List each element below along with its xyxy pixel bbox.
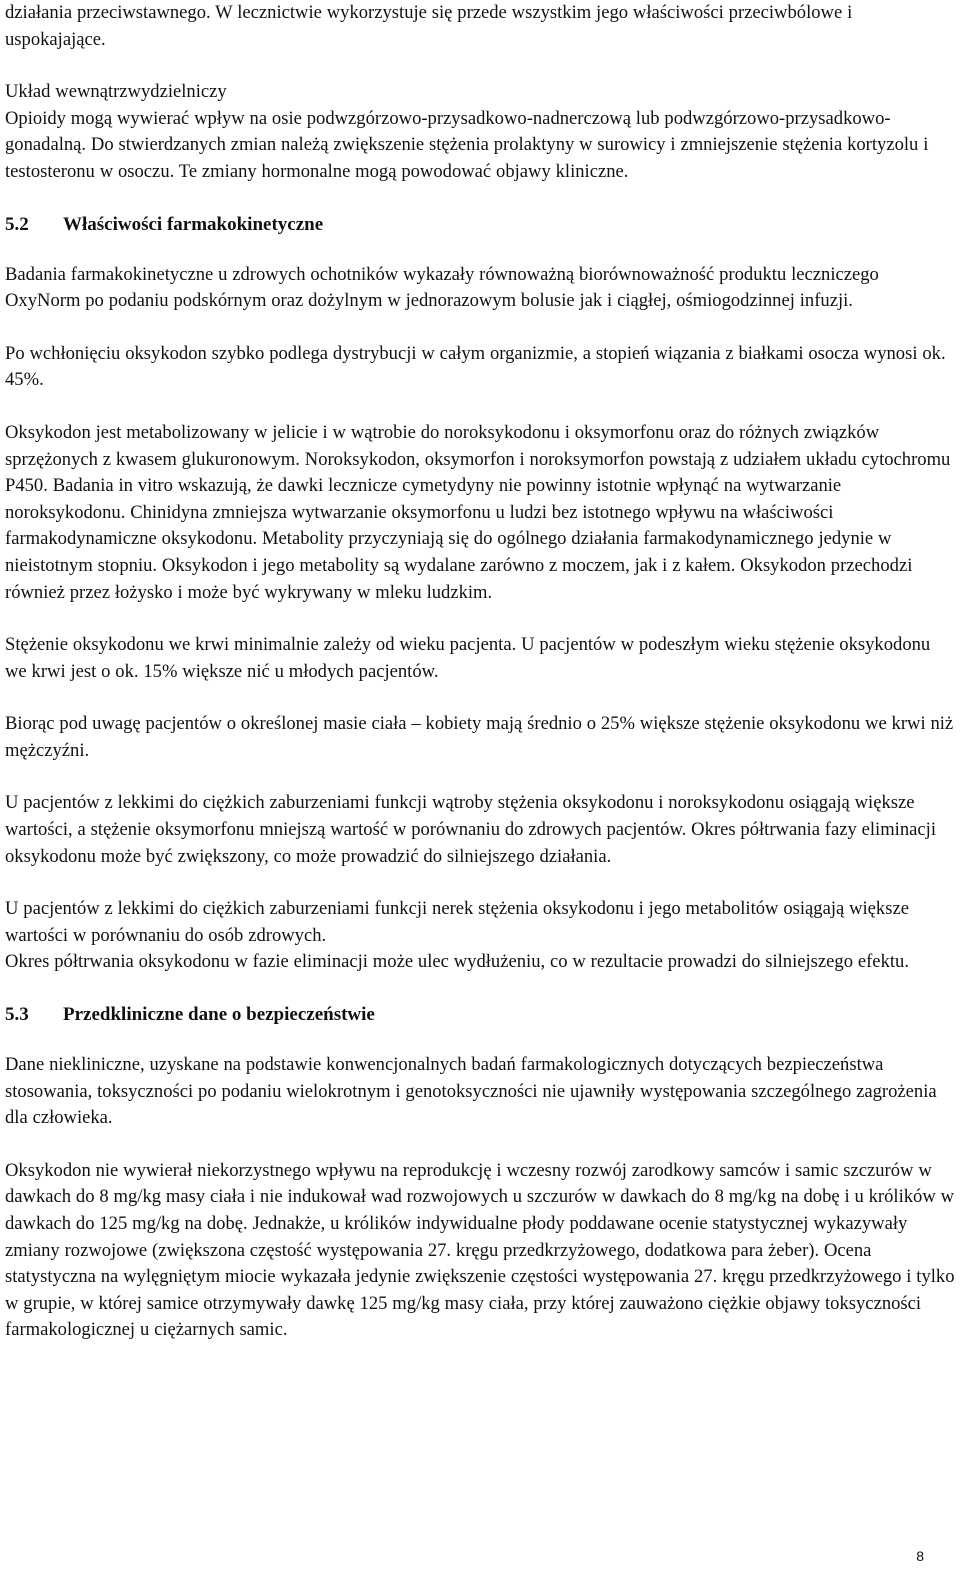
pk-paragraph-sex: Biorąc pod uwagę pacjentów o określonej masie ciała – kobiety mają średnio o 25% większe stężenie oksykodonu we krwi niż mężczyźni. <box>5 713 954 761</box>
pk-paragraph-bioequivalence: Badania farmakokinetyczne u zdrowych ochotników wykazały równoważną biorównoważność produktu leczniczego OxyNorm po podaniu podskórnym oraz dożylnym w jednorazowym bolusie jak i ciągłej, ośmiogodzinnej infuzji. <box>5 263 879 312</box>
safety-paragraph-nonclinical: Dane niekliniczne, uzyskane na podstawie konwencjonalnych badań farmakologicznych dotyczących bezpieczeństwa stosowania, toksyczności po podaniu wielokrotnym i genotoksyczności nie ujawniły występowania szczególnego zagrożenia dla człowieka. <box>5 1054 937 1129</box>
pk-paragraph-distribution: Po wchłonięciu oksykodon szybko podlega dystrybucji w całym organizmie, a stopień wiązania z białkami osocza wynosi ok. 45%. <box>5 342 946 391</box>
endocrine-paragraph: Opioidy mogą wywierać wpływ na osie podwzgórzowo-przysadkowo-nadnerczową lub podwzgórzowo-przysadkowo-gonadalną. Do stwierdzanych zmian należą zwiększenie stężenia prolaktyny w surowicy i zmniejszenie stężenia kortyzolu i testosteronu w osoczu. Te zmiany hormonalne mogą powodować objawy kliniczne. <box>5 107 929 182</box>
pk-paragraph-age: Stężenie oksykodonu we krwi minimalnie zależy od wieku pacjenta. U pacjentów w podeszłym wieku stężenie oksykodonu we krwi jest o ok. 15% większe nić u młodych pacjentów. <box>5 634 931 682</box>
endocrine-subheading: Układ wewnątrzwydzielniczy <box>5 81 227 103</box>
section-5-3-heading <box>5 1002 955 1028</box>
section-5-3-number: 5.3 <box>5 1004 29 1026</box>
safety-paragraph-reproduction: Oksykodon nie wywierał niekorzystnego wpływu na reprodukcję i wczesny rozwój zarodkowy samców i samic szczurów w dawkach do 8 mg/kg masy ciała i nie indukował wad rozwojowych u szczurów w dawkach do 8 mg/kg na dobę i u królików w dawkach do 125 mg/kg na dobę. Jednakże, u królików indywidualne płody poddawane ocenie statystycznej wykazywały zmiany rozwojowe (zwiększona częstość występowania 27. kręgu przedkrzyżowego, dodatkowa para żeber). Ocena statystyczna na wylęgniętym miocie wykazała jedynie zwiększenie częstości występowania 27. kręgu przedkrzyżowego i tylko w grupie, w której samice otrzymywały dawkę 125 mg/kg masy ciała, przy której zauważono ciężkie objawy toksyczności farmakologicznej u ciężarnych samic. <box>5 1159 955 1341</box>
pk-paragraph-metabolism: Oksykodon jest metabolizowany w jelicie i w wątrobie do noroksykodonu i oksymorfonu oraz do różnych związków sprzężonych z kwasem glukuronowym. Noroksykodon, oksymorfon i noroksymorfon powstają z udziałem układu cytochromu P450. Badania in vitro wskazują, że dawki lecznicze cymetydyny nie powinny istotnie wpłynąć na wytwarzanie noroksykodonu. Chinidyna zmniejsza wytwarzanie oksymorfonu u ludzi bez istotnego wpływu na właściwości farmakodynamiczne oksykodonu. Metabolity przyczyniają się do ogólnego działania farmakodynamicznego jedynie w nieistotnym stopniu. Oksykodon i jego metabolity są wydalane zarówno z moczem, jak i z kałem. Oksykodon przechodzi również przez łożysko i może być wykrywany w mleku ludzkim. <box>5 421 951 603</box>
section-5-2-number: 5.2 <box>5 213 29 235</box>
section-5-3-title: Przedkliniczne dane o bezpieczeństwie <box>63 1004 375 1026</box>
pk-paragraph-renal: U pacjentów z lekkimi do ciężkich zaburzeniami funkcji nerek stężenia oksykodonu i jego metabolitów osiągają większe wartości w porównaniu do osób zdrowych. <box>5 898 909 946</box>
section-5-2-heading <box>5 212 955 238</box>
pk-paragraph-half-life: Okres półtrwania oksykodonu w fazie eliminacji może ulec wydłużeniu, co w rezultacie prowadzi do silniejszego efektu. <box>5 951 909 973</box>
pk-paragraph-hepatic: U pacjentów z lekkimi do ciężkich zaburzeniami funkcji wątroby stężenia oksykodonu i noroksykodonu osiągają większe wartości, a stężenie oksymorfonu mniejszą wartość w porównaniu do zdrowych pacjentów. Okres półtrwania fazy eliminacji oksykodonu może być zwiększony, co może prowadzić do silniejszego działania. <box>5 792 936 867</box>
document-page <box>5 0 955 1370</box>
section-5-2-title: Właściwości farmakokinetyczne <box>63 213 324 235</box>
intro-paragraph: działania przeciwstawnego. W lecznictwie wykorzystuje się przede wszystkim jego właściwości przeciwbólowe i uspokajające. <box>5 2 853 50</box>
page-number: 8 <box>916 1548 924 1564</box>
